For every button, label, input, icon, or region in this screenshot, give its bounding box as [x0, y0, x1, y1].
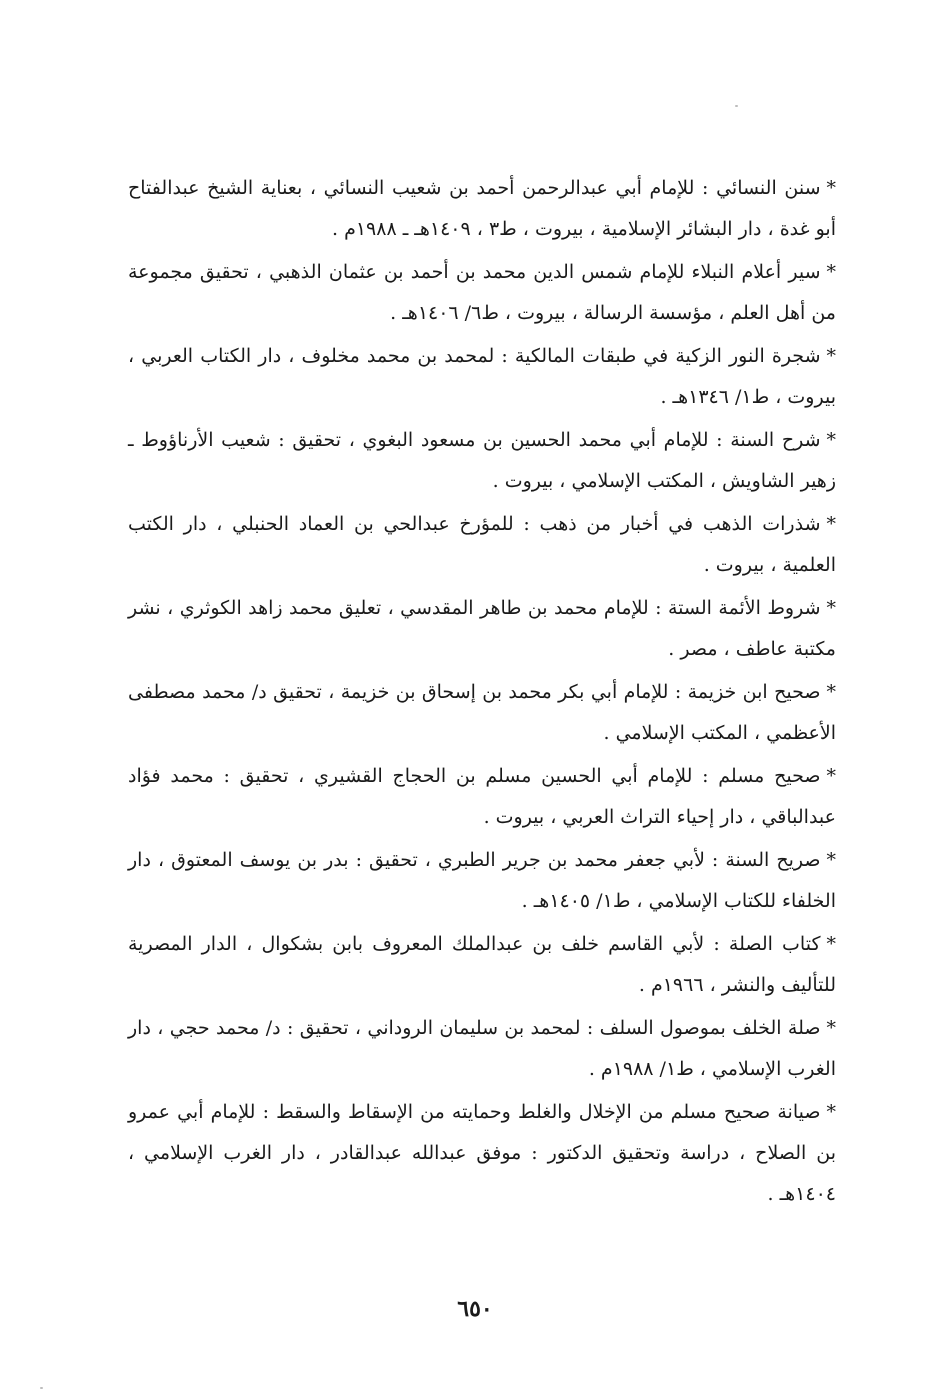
- bibliography-entry: [128, 168, 836, 250]
- entry-text: شروط الأئمة الستة : للإمام محمد بن طاهر المقدسي ، تعليق محمد زاهد الكوثري ، نشر مكتبة عاطف ، مصر .: [128, 597, 836, 660]
- bibliography-entry: [128, 840, 836, 922]
- entry-text: سنن النسائي : للإمام أبي عبدالرحمن أحمد بن شعيب النسائي ، بعناية الشيخ عبدالفتاح أبو غدة ، دار البشائر الإسلامية ، بيروت ، ط٣ ، ١٤٠٩هـ ـ ١٩٨٨م .: [128, 177, 836, 240]
- bibliography-entry: [128, 588, 836, 670]
- bibliography-entry: [128, 252, 836, 334]
- bibliography-list: [128, 168, 836, 1217]
- entry-text: كتاب الصلة : لأبي القاسم خلف بن عبدالملك المعروف بابن بشكوال ، الدار المصرية للتأليف والنشر ، ١٩٦٦م .: [128, 933, 836, 996]
- entry-text: سير أعلام النبلاء للإمام شمس الدين محمد بن أحمد بن عثمان الذهبي ، تحقيق مجموعة من أهل العلم ، مؤسسة الرسالة ، بيروت ، ط٦/ ١٤٠٦هـ .: [128, 261, 836, 324]
- entry-text: صيانة صحيح مسلم من الإخلال والغلط وحمايته من الإسقاط والسقط : للإمام أبي عمرو بن الصلاح ، دراسة وتحقيق الدكتور : موفق عبدالله عبدالقادر ، دار الغرب الإسلامي ، ١٤٠٤هـ .: [128, 1101, 836, 1205]
- entry-bullet: *: [826, 1101, 836, 1123]
- bibliography-entry: [128, 672, 836, 754]
- bibliography-entry: [128, 504, 836, 586]
- entry-text: شذرات الذهب في أخبار من ذهب : للمؤرخ عبدالحي بن العماد الحنبلي ، دار الكتب العلمية ، بيروت .: [128, 513, 836, 576]
- bibliography-entry: [128, 924, 836, 1006]
- entry-bullet: *: [826, 345, 836, 367]
- entry-bullet: *: [826, 681, 836, 703]
- entry-bullet: *: [826, 1017, 836, 1039]
- scan-speck: [40, 1387, 43, 1389]
- entry-bullet: *: [826, 429, 836, 451]
- scan-speck: [735, 105, 738, 107]
- entry-bullet: *: [826, 597, 836, 619]
- bibliography-entry: [128, 336, 836, 418]
- bibliography-entry: [128, 420, 836, 502]
- entry-bullet: *: [826, 933, 836, 955]
- entry-text: صحيح مسلم : للإمام أبي الحسين مسلم بن الحجاج القشيري ، تحقيق : محمد فؤاد عبدالباقي ، دار إحياء التراث العربي ، بيروت .: [128, 765, 836, 828]
- bibliography-entry: [128, 1092, 836, 1215]
- entry-bullet: *: [826, 765, 836, 787]
- entry-bullet: *: [826, 177, 836, 199]
- entry-text: صحيح ابن خزيمة : للإمام أبي بكر محمد بن إسحاق بن خزيمة ، تحقيق د/ محمد مصطفى الأعظمي ، المكتب الإسلامي .: [128, 681, 836, 744]
- entry-text: صريح السنة : لأبي جعفر محمد بن جرير الطبري ، تحقيق : بدر بن يوسف المعتوق ، دار الخلفاء للكتاب الإسلامي ، ط١/ ١٤٠٥هـ .: [128, 849, 836, 912]
- page-number: ٦٥٠: [457, 1296, 493, 1322]
- entry-text: صلة الخلف بموصول السلف : لمحمد بن سليمان الروداني ، تحقيق : د/ محمد حجي ، دار الغرب الإسلامي ، ط١/ ١٩٨٨م .: [128, 1017, 836, 1080]
- bibliography-entry: [128, 756, 836, 838]
- entry-text: شرح السنة : للإمام أبي محمد الحسين بن مسعود البغوي ، تحقيق : شعيب الأرناؤوط ـ زهير الشاويش ، المكتب الإسلامي ، بيروت .: [128, 429, 836, 492]
- entry-bullet: *: [826, 849, 836, 871]
- entry-text: شجرة النور الزكية في طبقات المالكية : لمحمد بن محمد مخلوف ، دار الكتاب العربي ، بيروت ، ط١/ ١٣٤٦هـ .: [128, 345, 836, 408]
- bibliography-entry: [128, 1008, 836, 1090]
- entry-bullet: *: [826, 261, 836, 283]
- entry-bullet: *: [826, 513, 836, 535]
